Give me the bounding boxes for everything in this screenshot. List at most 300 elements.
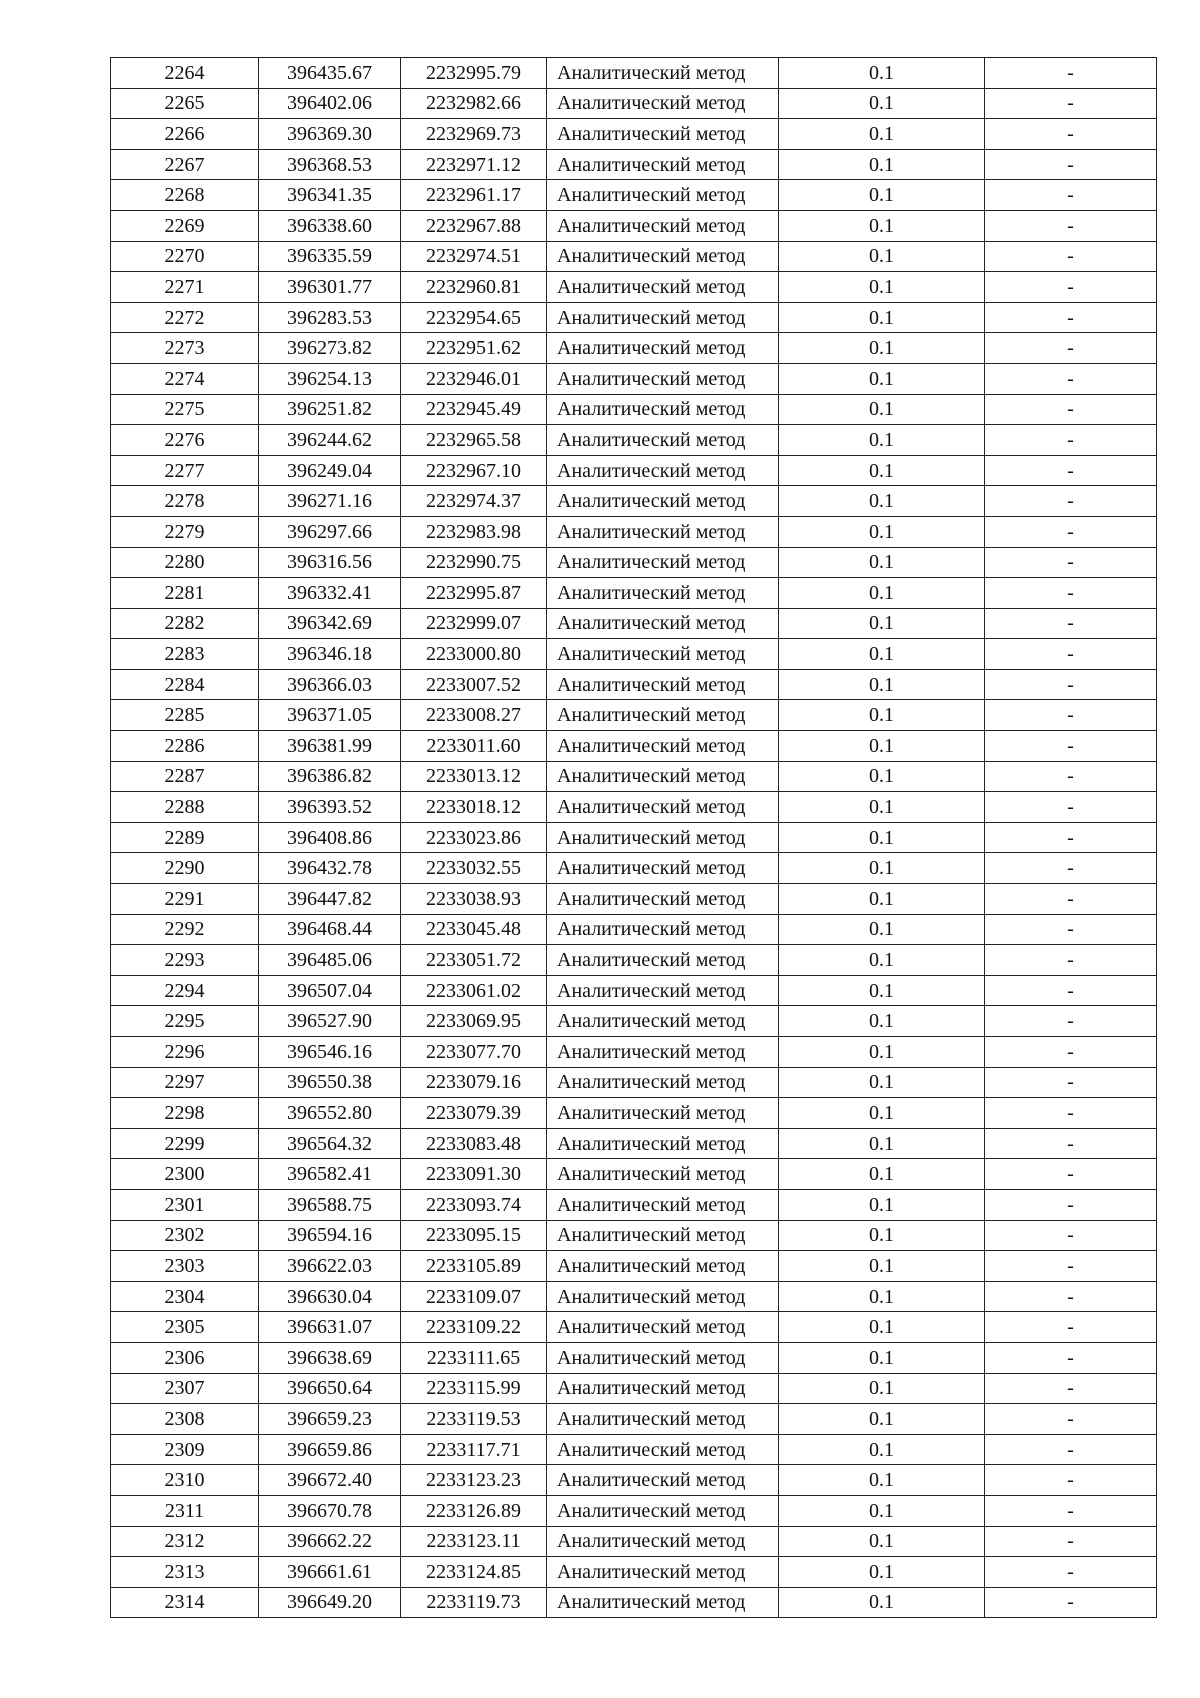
y-coordinate-cell: 2233032.55 bbox=[401, 853, 547, 884]
y-coordinate-cell: 2232967.10 bbox=[401, 455, 547, 486]
point-number-cell: 2266 bbox=[111, 119, 259, 150]
accuracy-cell: 0.1 bbox=[779, 700, 985, 731]
accuracy-cell: 0.1 bbox=[779, 1312, 985, 1343]
description-cell: - bbox=[985, 394, 1157, 425]
accuracy-cell: 0.1 bbox=[779, 914, 985, 945]
x-coordinate-cell: 396381.99 bbox=[259, 731, 401, 762]
x-coordinate-cell: 396485.06 bbox=[259, 945, 401, 976]
description-cell: - bbox=[985, 884, 1157, 915]
y-coordinate-cell: 2232974.51 bbox=[401, 241, 547, 272]
table-row bbox=[111, 180, 1157, 211]
accuracy-cell: 0.1 bbox=[779, 1220, 985, 1251]
y-coordinate-cell: 2233115.99 bbox=[401, 1373, 547, 1404]
x-coordinate-cell: 396659.23 bbox=[259, 1404, 401, 1435]
point-number-cell: 2303 bbox=[111, 1251, 259, 1282]
table-row bbox=[111, 210, 1157, 241]
table-row bbox=[111, 975, 1157, 1006]
accuracy-cell: 0.1 bbox=[779, 884, 985, 915]
description-cell: - bbox=[985, 1067, 1157, 1098]
description-cell: - bbox=[985, 1342, 1157, 1373]
y-coordinate-cell: 2232982.66 bbox=[401, 88, 547, 119]
table-row bbox=[111, 394, 1157, 425]
x-coordinate-cell: 396297.66 bbox=[259, 516, 401, 547]
accuracy-cell: 0.1 bbox=[779, 119, 985, 150]
description-cell: - bbox=[985, 1128, 1157, 1159]
method-cell: Аналитический метод bbox=[547, 822, 779, 853]
coordinates-table bbox=[110, 57, 1157, 1618]
point-number-cell: 2270 bbox=[111, 241, 259, 272]
x-coordinate-cell: 396631.07 bbox=[259, 1312, 401, 1343]
accuracy-cell: 0.1 bbox=[779, 210, 985, 241]
accuracy-cell: 0.1 bbox=[779, 302, 985, 333]
description-cell: - bbox=[985, 578, 1157, 609]
accuracy-cell: 0.1 bbox=[779, 486, 985, 517]
table-row bbox=[111, 1159, 1157, 1190]
table-row bbox=[111, 1128, 1157, 1159]
x-coordinate-cell: 396432.78 bbox=[259, 853, 401, 884]
method-cell: Аналитический метод bbox=[547, 363, 779, 394]
description-cell: - bbox=[985, 1251, 1157, 1282]
point-number-cell: 2280 bbox=[111, 547, 259, 578]
method-cell: Аналитический метод bbox=[547, 88, 779, 119]
point-number-cell: 2290 bbox=[111, 853, 259, 884]
accuracy-cell: 0.1 bbox=[779, 792, 985, 823]
method-cell: Аналитический метод bbox=[547, 731, 779, 762]
y-coordinate-cell: 2233124.85 bbox=[401, 1557, 547, 1588]
x-coordinate-cell: 396316.56 bbox=[259, 547, 401, 578]
method-cell: Аналитический метод bbox=[547, 302, 779, 333]
accuracy-cell: 0.1 bbox=[779, 1251, 985, 1282]
method-cell: Аналитический метод bbox=[547, 1189, 779, 1220]
method-cell: Аналитический метод bbox=[547, 272, 779, 303]
x-coordinate-cell: 396251.82 bbox=[259, 394, 401, 425]
description-cell: - bbox=[985, 975, 1157, 1006]
x-coordinate-cell: 396650.64 bbox=[259, 1373, 401, 1404]
x-coordinate-cell: 396283.53 bbox=[259, 302, 401, 333]
method-cell: Аналитический метод bbox=[547, 884, 779, 915]
description-cell: - bbox=[985, 761, 1157, 792]
description-cell: - bbox=[985, 241, 1157, 272]
method-cell: Аналитический метод bbox=[547, 210, 779, 241]
point-number-cell: 2298 bbox=[111, 1098, 259, 1129]
y-coordinate-cell: 2233018.12 bbox=[401, 792, 547, 823]
table-row bbox=[111, 822, 1157, 853]
method-cell: Аналитический метод bbox=[547, 1465, 779, 1496]
accuracy-cell: 0.1 bbox=[779, 1373, 985, 1404]
method-cell: Аналитический метод bbox=[547, 1404, 779, 1435]
table-row bbox=[111, 1465, 1157, 1496]
description-cell: - bbox=[985, 1434, 1157, 1465]
point-number-cell: 2299 bbox=[111, 1128, 259, 1159]
method-cell: Аналитический метод bbox=[547, 761, 779, 792]
description-cell: - bbox=[985, 1281, 1157, 1312]
x-coordinate-cell: 396346.18 bbox=[259, 639, 401, 670]
description-cell: - bbox=[985, 1189, 1157, 1220]
description-cell: - bbox=[985, 669, 1157, 700]
y-coordinate-cell: 2233117.71 bbox=[401, 1434, 547, 1465]
table-row bbox=[111, 119, 1157, 150]
method-cell: Аналитический метод bbox=[547, 1312, 779, 1343]
x-coordinate-cell: 396332.41 bbox=[259, 578, 401, 609]
description-cell: - bbox=[985, 853, 1157, 884]
y-coordinate-cell: 2232960.81 bbox=[401, 272, 547, 303]
table-row bbox=[111, 302, 1157, 333]
y-coordinate-cell: 2233111.65 bbox=[401, 1342, 547, 1373]
table-row bbox=[111, 884, 1157, 915]
method-cell: Аналитический метод bbox=[547, 1220, 779, 1251]
accuracy-cell: 0.1 bbox=[779, 1404, 985, 1435]
y-coordinate-cell: 2232995.87 bbox=[401, 578, 547, 609]
y-coordinate-cell: 2232946.01 bbox=[401, 363, 547, 394]
table-row bbox=[111, 792, 1157, 823]
description-cell: - bbox=[985, 119, 1157, 150]
method-cell: Аналитический метод bbox=[547, 853, 779, 884]
y-coordinate-cell: 2233083.48 bbox=[401, 1128, 547, 1159]
point-number-cell: 2271 bbox=[111, 272, 259, 303]
accuracy-cell: 0.1 bbox=[779, 1465, 985, 1496]
y-coordinate-cell: 2233095.15 bbox=[401, 1220, 547, 1251]
accuracy-cell: 0.1 bbox=[779, 425, 985, 456]
point-number-cell: 2293 bbox=[111, 945, 259, 976]
table-row bbox=[111, 853, 1157, 884]
accuracy-cell: 0.1 bbox=[779, 455, 985, 486]
accuracy-cell: 0.1 bbox=[779, 1587, 985, 1618]
method-cell: Аналитический метод bbox=[547, 547, 779, 578]
point-number-cell: 2302 bbox=[111, 1220, 259, 1251]
x-coordinate-cell: 396366.03 bbox=[259, 669, 401, 700]
y-coordinate-cell: 2233000.80 bbox=[401, 639, 547, 670]
description-cell: - bbox=[985, 1037, 1157, 1068]
y-coordinate-cell: 2233011.60 bbox=[401, 731, 547, 762]
description-cell: - bbox=[985, 1006, 1157, 1037]
method-cell: Аналитический метод bbox=[547, 1495, 779, 1526]
accuracy-cell: 0.1 bbox=[779, 394, 985, 425]
accuracy-cell: 0.1 bbox=[779, 1557, 985, 1588]
y-coordinate-cell: 2233051.72 bbox=[401, 945, 547, 976]
method-cell: Аналитический метод bbox=[547, 333, 779, 364]
accuracy-cell: 0.1 bbox=[779, 1281, 985, 1312]
method-cell: Аналитический метод bbox=[547, 1281, 779, 1312]
method-cell: Аналитический метод bbox=[547, 58, 779, 89]
method-cell: Аналитический метод bbox=[547, 486, 779, 517]
y-coordinate-cell: 2232974.37 bbox=[401, 486, 547, 517]
description-cell: - bbox=[985, 822, 1157, 853]
x-coordinate-cell: 396435.67 bbox=[259, 58, 401, 89]
accuracy-cell: 0.1 bbox=[779, 547, 985, 578]
y-coordinate-cell: 2233008.27 bbox=[401, 700, 547, 731]
point-number-cell: 2286 bbox=[111, 731, 259, 762]
y-coordinate-cell: 2233007.52 bbox=[401, 669, 547, 700]
x-coordinate-cell: 396670.78 bbox=[259, 1495, 401, 1526]
y-coordinate-cell: 2233079.39 bbox=[401, 1098, 547, 1129]
method-cell: Аналитический метод bbox=[547, 792, 779, 823]
y-coordinate-cell: 2233045.48 bbox=[401, 914, 547, 945]
table-row bbox=[111, 1067, 1157, 1098]
table-row bbox=[111, 1220, 1157, 1251]
table-row bbox=[111, 1587, 1157, 1618]
point-number-cell: 2307 bbox=[111, 1373, 259, 1404]
point-number-cell: 2294 bbox=[111, 975, 259, 1006]
x-coordinate-cell: 396630.04 bbox=[259, 1281, 401, 1312]
point-number-cell: 2289 bbox=[111, 822, 259, 853]
table-row bbox=[111, 1251, 1157, 1282]
table-row bbox=[111, 333, 1157, 364]
accuracy-cell: 0.1 bbox=[779, 180, 985, 211]
method-cell: Аналитический метод bbox=[547, 1251, 779, 1282]
method-cell: Аналитический метод bbox=[547, 1098, 779, 1129]
y-coordinate-cell: 2233093.74 bbox=[401, 1189, 547, 1220]
description-cell: - bbox=[985, 731, 1157, 762]
method-cell: Аналитический метод bbox=[547, 241, 779, 272]
accuracy-cell: 0.1 bbox=[779, 761, 985, 792]
accuracy-cell: 0.1 bbox=[779, 945, 985, 976]
accuracy-cell: 0.1 bbox=[779, 1098, 985, 1129]
description-cell: - bbox=[985, 914, 1157, 945]
method-cell: Аналитический метод bbox=[547, 394, 779, 425]
y-coordinate-cell: 2233109.07 bbox=[401, 1281, 547, 1312]
method-cell: Аналитический метод bbox=[547, 425, 779, 456]
description-cell: - bbox=[985, 149, 1157, 180]
table-row bbox=[111, 516, 1157, 547]
y-coordinate-cell: 2233077.70 bbox=[401, 1037, 547, 1068]
method-cell: Аналитический метод bbox=[547, 1434, 779, 1465]
point-number-cell: 2306 bbox=[111, 1342, 259, 1373]
point-number-cell: 2279 bbox=[111, 516, 259, 547]
method-cell: Аналитический метод bbox=[547, 455, 779, 486]
accuracy-cell: 0.1 bbox=[779, 639, 985, 670]
point-number-cell: 2295 bbox=[111, 1006, 259, 1037]
table-row bbox=[111, 1557, 1157, 1588]
y-coordinate-cell: 2233123.11 bbox=[401, 1526, 547, 1557]
description-cell: - bbox=[985, 516, 1157, 547]
description-cell: - bbox=[985, 639, 1157, 670]
x-coordinate-cell: 396341.35 bbox=[259, 180, 401, 211]
y-coordinate-cell: 2232951.62 bbox=[401, 333, 547, 364]
x-coordinate-cell: 396335.59 bbox=[259, 241, 401, 272]
x-coordinate-cell: 396659.86 bbox=[259, 1434, 401, 1465]
method-cell: Аналитический метод bbox=[547, 180, 779, 211]
table-row bbox=[111, 58, 1157, 89]
point-number-cell: 2276 bbox=[111, 425, 259, 456]
description-cell: - bbox=[985, 1495, 1157, 1526]
accuracy-cell: 0.1 bbox=[779, 333, 985, 364]
table-row bbox=[111, 945, 1157, 976]
method-cell: Аналитический метод bbox=[547, 1067, 779, 1098]
y-coordinate-cell: 2232983.98 bbox=[401, 516, 547, 547]
point-number-cell: 2275 bbox=[111, 394, 259, 425]
x-coordinate-cell: 396588.75 bbox=[259, 1189, 401, 1220]
point-number-cell: 2300 bbox=[111, 1159, 259, 1190]
y-coordinate-cell: 2233126.89 bbox=[401, 1495, 547, 1526]
accuracy-cell: 0.1 bbox=[779, 1495, 985, 1526]
y-coordinate-cell: 2233119.73 bbox=[401, 1587, 547, 1618]
description-cell: - bbox=[985, 302, 1157, 333]
y-coordinate-cell: 2232945.49 bbox=[401, 394, 547, 425]
table-row bbox=[111, 1006, 1157, 1037]
point-number-cell: 2269 bbox=[111, 210, 259, 241]
y-coordinate-cell: 2232999.07 bbox=[401, 608, 547, 639]
table-row bbox=[111, 1342, 1157, 1373]
table-row bbox=[111, 761, 1157, 792]
table-row bbox=[111, 1312, 1157, 1343]
point-number-cell: 2313 bbox=[111, 1557, 259, 1588]
method-cell: Аналитический метод bbox=[547, 608, 779, 639]
accuracy-cell: 0.1 bbox=[779, 1037, 985, 1068]
x-coordinate-cell: 396447.82 bbox=[259, 884, 401, 915]
x-coordinate-cell: 396386.82 bbox=[259, 761, 401, 792]
x-coordinate-cell: 396254.13 bbox=[259, 363, 401, 394]
method-cell: Аналитический метод bbox=[547, 149, 779, 180]
table-row bbox=[111, 1281, 1157, 1312]
x-coordinate-cell: 396638.69 bbox=[259, 1342, 401, 1373]
point-number-cell: 2281 bbox=[111, 578, 259, 609]
point-number-cell: 2267 bbox=[111, 149, 259, 180]
table-row bbox=[111, 1404, 1157, 1435]
table-row bbox=[111, 149, 1157, 180]
x-coordinate-cell: 396244.62 bbox=[259, 425, 401, 456]
y-coordinate-cell: 2233023.86 bbox=[401, 822, 547, 853]
method-cell: Аналитический метод bbox=[547, 1128, 779, 1159]
accuracy-cell: 0.1 bbox=[779, 241, 985, 272]
accuracy-cell: 0.1 bbox=[779, 578, 985, 609]
description-cell: - bbox=[985, 945, 1157, 976]
description-cell: - bbox=[985, 1465, 1157, 1496]
description-cell: - bbox=[985, 608, 1157, 639]
description-cell: - bbox=[985, 1587, 1157, 1618]
accuracy-cell: 0.1 bbox=[779, 1128, 985, 1159]
y-coordinate-cell: 2233091.30 bbox=[401, 1159, 547, 1190]
accuracy-cell: 0.1 bbox=[779, 1067, 985, 1098]
description-cell: - bbox=[985, 1526, 1157, 1557]
description-cell: - bbox=[985, 1220, 1157, 1251]
point-number-cell: 2291 bbox=[111, 884, 259, 915]
point-number-cell: 2314 bbox=[111, 1587, 259, 1618]
method-cell: Аналитический метод bbox=[547, 1526, 779, 1557]
x-coordinate-cell: 396564.32 bbox=[259, 1128, 401, 1159]
accuracy-cell: 0.1 bbox=[779, 1006, 985, 1037]
x-coordinate-cell: 396649.20 bbox=[259, 1587, 401, 1618]
y-coordinate-cell: 2233105.89 bbox=[401, 1251, 547, 1282]
y-coordinate-cell: 2232969.73 bbox=[401, 119, 547, 150]
point-number-cell: 2282 bbox=[111, 608, 259, 639]
x-coordinate-cell: 396402.06 bbox=[259, 88, 401, 119]
x-coordinate-cell: 396594.16 bbox=[259, 1220, 401, 1251]
x-coordinate-cell: 396507.04 bbox=[259, 975, 401, 1006]
y-coordinate-cell: 2233061.02 bbox=[401, 975, 547, 1006]
description-cell: - bbox=[985, 700, 1157, 731]
x-coordinate-cell: 396273.82 bbox=[259, 333, 401, 364]
point-number-cell: 2265 bbox=[111, 88, 259, 119]
description-cell: - bbox=[985, 455, 1157, 486]
method-cell: Аналитический метод bbox=[547, 639, 779, 670]
x-coordinate-cell: 396550.38 bbox=[259, 1067, 401, 1098]
x-coordinate-cell: 396369.30 bbox=[259, 119, 401, 150]
x-coordinate-cell: 396546.16 bbox=[259, 1037, 401, 1068]
method-cell: Аналитический метод bbox=[547, 578, 779, 609]
description-cell: - bbox=[985, 333, 1157, 364]
method-cell: Аналитический метод bbox=[547, 700, 779, 731]
description-cell: - bbox=[985, 1159, 1157, 1190]
y-coordinate-cell: 2233013.12 bbox=[401, 761, 547, 792]
x-coordinate-cell: 396301.77 bbox=[259, 272, 401, 303]
description-cell: - bbox=[985, 425, 1157, 456]
table-row bbox=[111, 1037, 1157, 1068]
table-row bbox=[111, 1526, 1157, 1557]
point-number-cell: 2309 bbox=[111, 1434, 259, 1465]
table-row bbox=[111, 731, 1157, 762]
point-number-cell: 2292 bbox=[111, 914, 259, 945]
description-cell: - bbox=[985, 792, 1157, 823]
accuracy-cell: 0.1 bbox=[779, 272, 985, 303]
description-cell: - bbox=[985, 88, 1157, 119]
method-cell: Аналитический метод bbox=[547, 914, 779, 945]
method-cell: Аналитический метод bbox=[547, 945, 779, 976]
table-row bbox=[111, 486, 1157, 517]
table-row bbox=[111, 363, 1157, 394]
accuracy-cell: 0.1 bbox=[779, 149, 985, 180]
method-cell: Аналитический метод bbox=[547, 1037, 779, 1068]
table-row bbox=[111, 608, 1157, 639]
accuracy-cell: 0.1 bbox=[779, 363, 985, 394]
point-number-cell: 2273 bbox=[111, 333, 259, 364]
x-coordinate-cell: 396408.86 bbox=[259, 822, 401, 853]
table-row bbox=[111, 578, 1157, 609]
x-coordinate-cell: 396662.22 bbox=[259, 1526, 401, 1557]
y-coordinate-cell: 2233038.93 bbox=[401, 884, 547, 915]
y-coordinate-cell: 2232967.88 bbox=[401, 210, 547, 241]
point-number-cell: 2284 bbox=[111, 669, 259, 700]
coordinates-table-body bbox=[111, 58, 1157, 1618]
table-row bbox=[111, 241, 1157, 272]
method-cell: Аналитический метод bbox=[547, 119, 779, 150]
point-number-cell: 2311 bbox=[111, 1495, 259, 1526]
y-coordinate-cell: 2233123.23 bbox=[401, 1465, 547, 1496]
description-cell: - bbox=[985, 363, 1157, 394]
table-row bbox=[111, 88, 1157, 119]
x-coordinate-cell: 396249.04 bbox=[259, 455, 401, 486]
method-cell: Аналитический метод bbox=[547, 1342, 779, 1373]
y-coordinate-cell: 2232990.75 bbox=[401, 547, 547, 578]
accuracy-cell: 0.1 bbox=[779, 608, 985, 639]
table-row bbox=[111, 455, 1157, 486]
method-cell: Аналитический метод bbox=[547, 1557, 779, 1588]
method-cell: Аналитический метод bbox=[547, 1159, 779, 1190]
point-number-cell: 2264 bbox=[111, 58, 259, 89]
document-page bbox=[110, 57, 1157, 1618]
point-number-cell: 2305 bbox=[111, 1312, 259, 1343]
accuracy-cell: 0.1 bbox=[779, 88, 985, 119]
point-number-cell: 2304 bbox=[111, 1281, 259, 1312]
x-coordinate-cell: 396552.80 bbox=[259, 1098, 401, 1129]
table-row bbox=[111, 639, 1157, 670]
accuracy-cell: 0.1 bbox=[779, 1189, 985, 1220]
y-coordinate-cell: 2233079.16 bbox=[401, 1067, 547, 1098]
y-coordinate-cell: 2232954.65 bbox=[401, 302, 547, 333]
description-cell: - bbox=[985, 1557, 1157, 1588]
point-number-cell: 2287 bbox=[111, 761, 259, 792]
method-cell: Аналитический метод bbox=[547, 1587, 779, 1618]
accuracy-cell: 0.1 bbox=[779, 822, 985, 853]
table-row bbox=[111, 272, 1157, 303]
point-number-cell: 2312 bbox=[111, 1526, 259, 1557]
x-coordinate-cell: 396468.44 bbox=[259, 914, 401, 945]
description-cell: - bbox=[985, 547, 1157, 578]
accuracy-cell: 0.1 bbox=[779, 731, 985, 762]
point-number-cell: 2285 bbox=[111, 700, 259, 731]
point-number-cell: 2297 bbox=[111, 1067, 259, 1098]
x-coordinate-cell: 396622.03 bbox=[259, 1251, 401, 1282]
y-coordinate-cell: 2233109.22 bbox=[401, 1312, 547, 1343]
